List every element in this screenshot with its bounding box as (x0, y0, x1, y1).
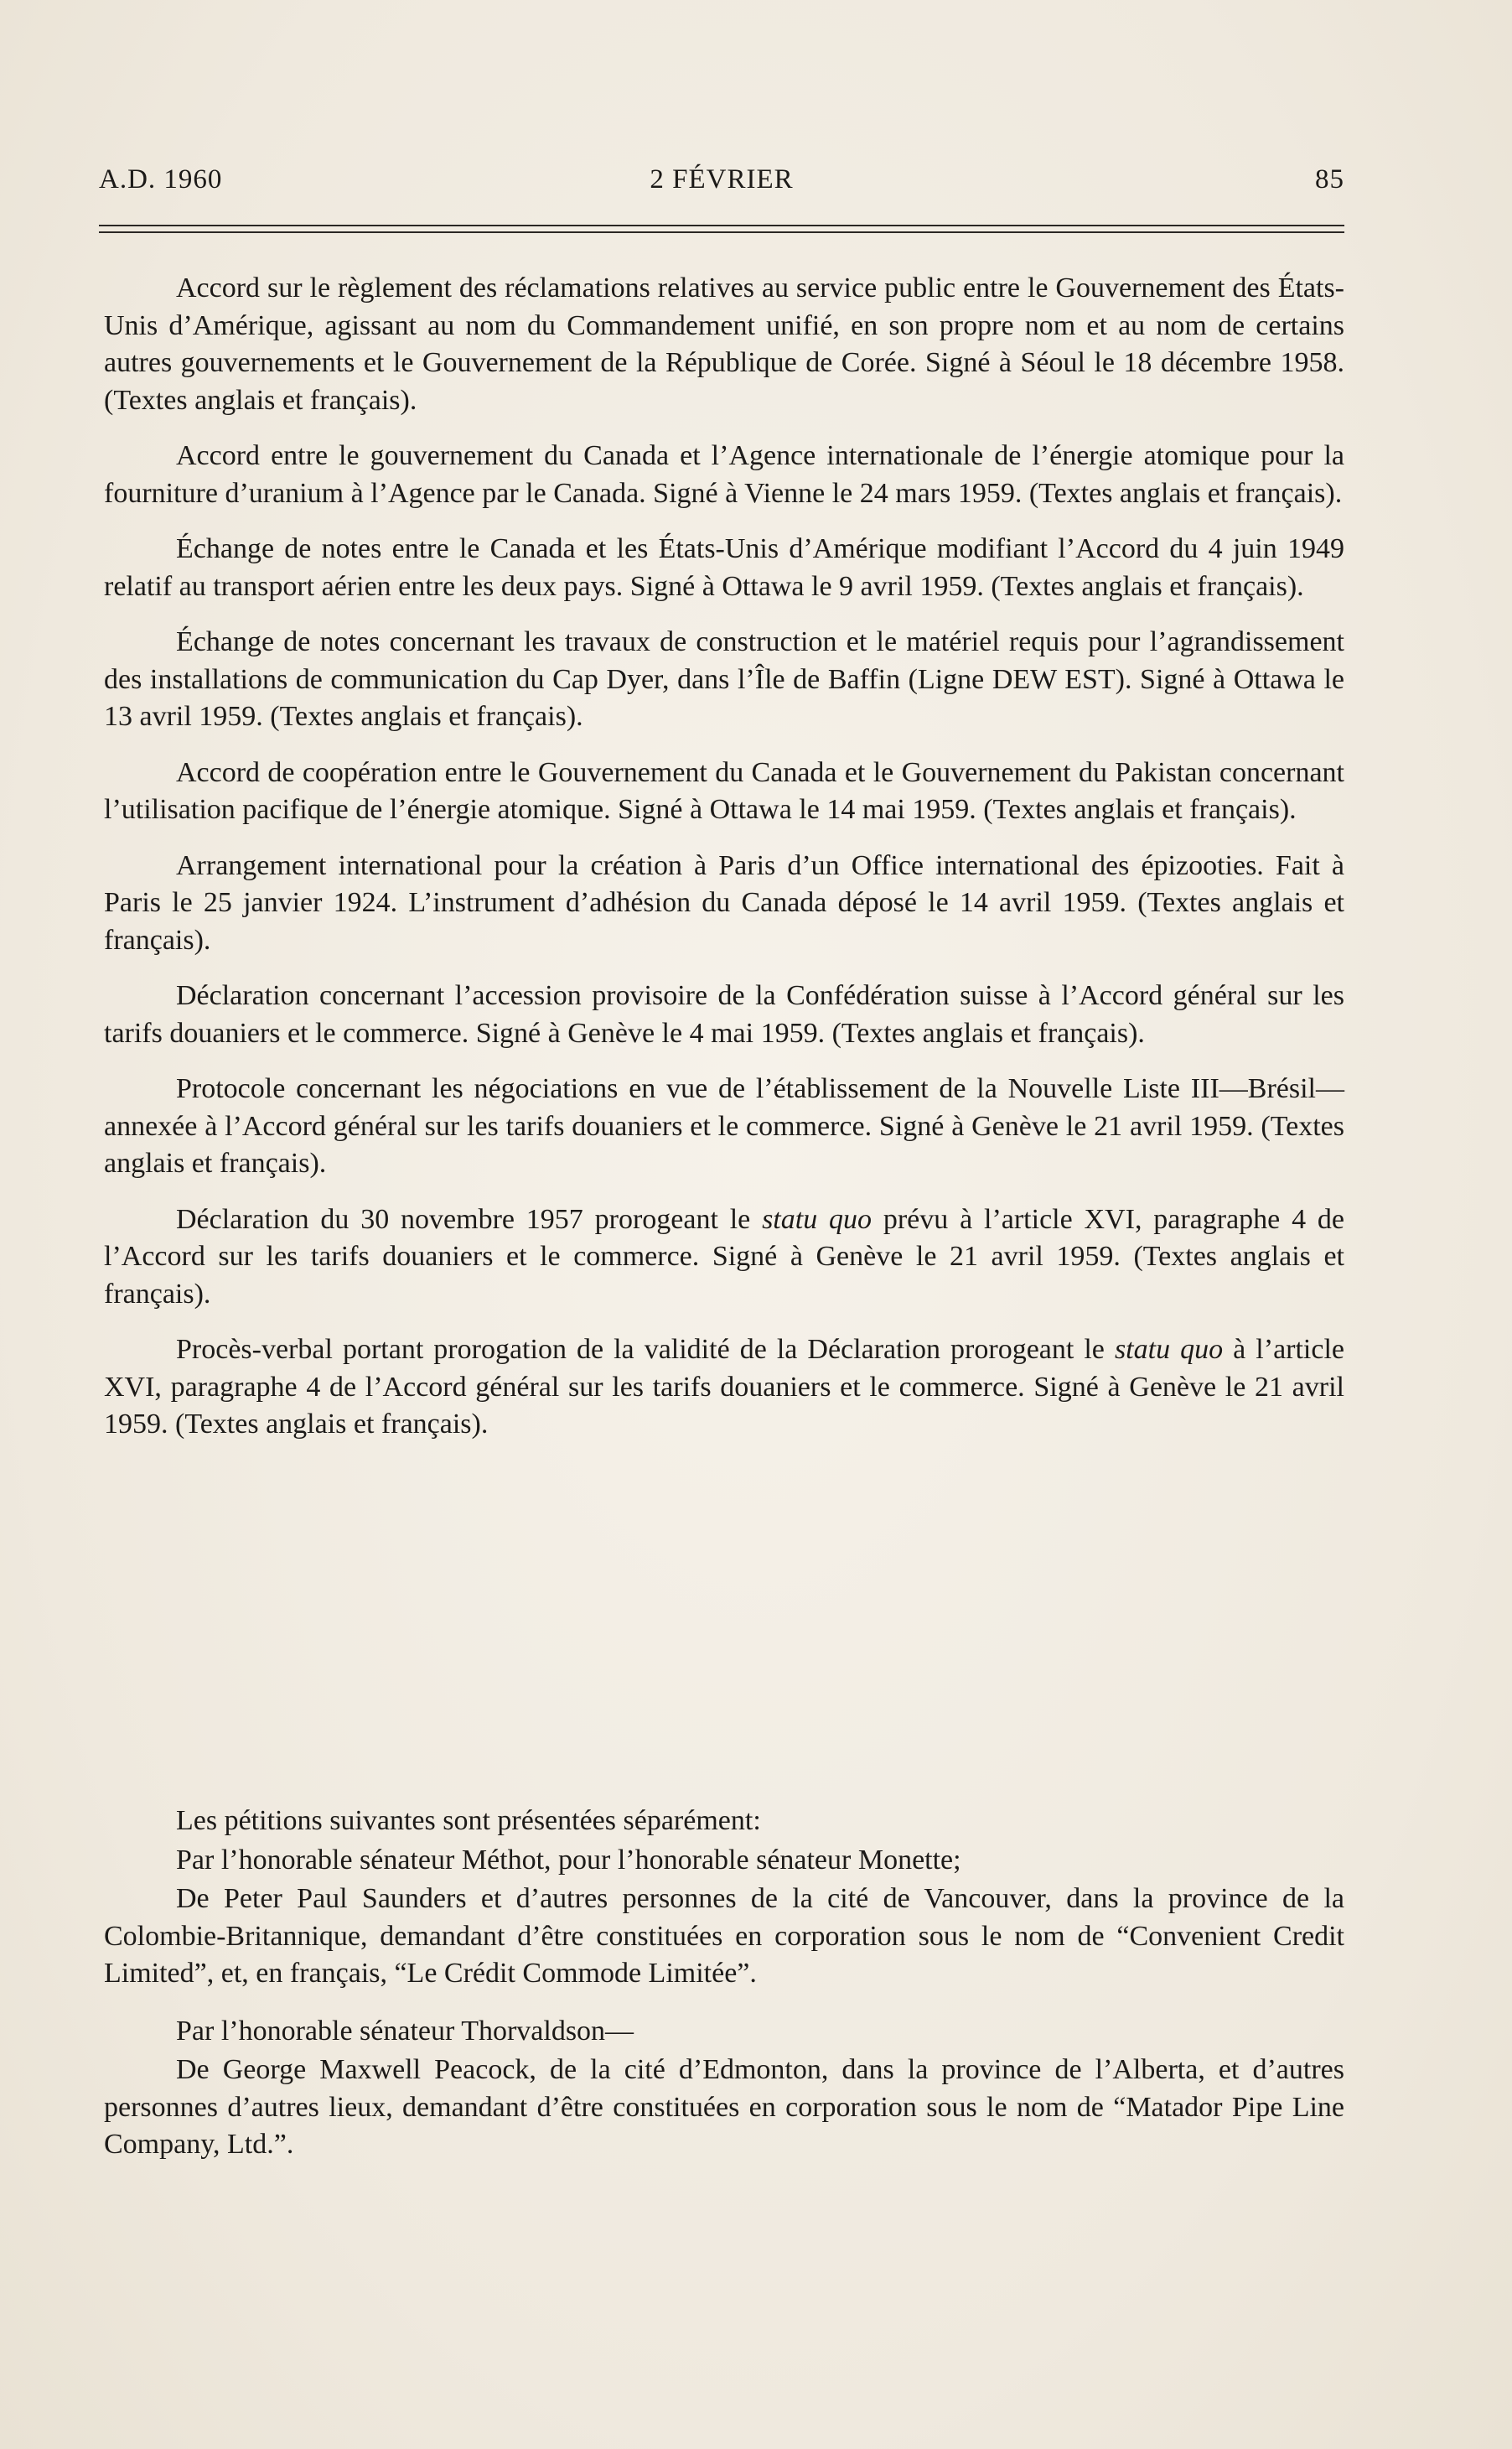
agreement-paragraph: Protocole concernant les négociations en vue de l’établissement de la Nouvelle Liste III—Brésil—annexée à l’Accord général sur les tarifs douaniers et le commerce. Signé à Genève le 21 avril 1959. (Textes anglais et français). (104, 1073, 1344, 1179)
petition-peacock: De George Maxwell Peacock, de la cité d’Edmonton, dans la province de l’Alberta, et d’autres personnes d’autres lieux, demandant d’être constituées en corporation sous le nom de “Matador Pipe Line Company, Ltd.”. (104, 2054, 1344, 2160)
declaration-1957-paragraph: Déclaration du 30 novembre 1957 prorogeant le statu quo prévu à l’article XVI, paragraphe 4 de l’Accord sur les tarifs douaniers et le commerce. Signé à Genève le 21 avril 1959. (Textes anglais et français). (104, 1203, 1345, 1310)
agreement-paragraph: Accord de coopération entre le Gouvernement du Canada et le Gouvernement du Pakistan concernant l’utilisation pacifique de l’énergie atomique. Signé à Ottawa le 14 mai 1959. (Textes anglais et français). (104, 756, 1344, 825)
agreement-paragraph: Échange de notes concernant les travaux de construction et le matériel requis pour l’agrandissement des installations de communication du Cap Dyer, dans l’Île de Baffin (Ligne DEW EST). Signé à Ottawa le 13 avril 1959. (Textes anglais et français). (104, 626, 1344, 732)
header-page-number: 85 (1315, 164, 1344, 195)
petitions-intro: Les pétitions suivantes sont présentées séparément: (176, 1805, 761, 1836)
header-rule-bottom (99, 231, 1344, 233)
petition-saunders: De Peter Paul Saunders et d’autres personnes de la cité de Vancouver, dans la province de la Colombie-Britannique, demandant d’être constituées en corporation sous le nom de “Convenient Credit Limited”, et, en français, “Le Crédit Commode Limitée”. (104, 1883, 1344, 1989)
header-date: 2 FÉVRIER (650, 164, 794, 195)
agreement-paragraph: Accord entre le gouvernement du Canada et l’Agence internationale de l’énergie atomique pour la fourniture d’uranium à l’Agence par le Canada. Signé à Vienne le 24 mars 1959. (Textes anglais et français). (104, 440, 1344, 509)
header-rule-top (99, 225, 1344, 226)
statu-quo-italic: statu quo (762, 1203, 873, 1235)
agreement-paragraph: Arrangement international pour la création à Paris d’un Office international des épizooties. Fait à Paris le 25 janvier 1924. L’instrument d’adhésion du Canada déposé le 14 avril 1959. (Textes anglais et français). (104, 849, 1344, 956)
petitions-section (104, 1803, 1344, 2164)
petition-by-methot: Par l’honorable sénateur Méthot, pour l’honorable sénateur Monette; (176, 1844, 961, 1876)
header-year: A.D. 1960 (99, 164, 223, 195)
page-header (99, 164, 1344, 206)
agreement-paragraph: Déclaration concernant l’accession provisoire de la Confédération suisse à l’Accord général sur les tarifs douaniers et le commerce. Signé à Genève le 4 mai 1959. (Textes anglais et français). (104, 980, 1344, 1049)
agreement-paragraph: Accord sur le règlement des réclamations relatives au service public entre le Gouvernement des États-Unis d’Amérique, agissant au nom du Commandement unifié, en son propre nom et au nom de certains autres gouvernements et le Gouvernement de la République de Corée. Signé à Séoul le 18 décembre 1958. (Textes anglais et français). (104, 272, 1344, 416)
petition-by-thorvaldson: Par l’honorable sénateur Thorvaldson— (176, 2015, 634, 2047)
agreement-paragraph: Échange de notes entre le Canada et les États-Unis d’Amérique modifiant l’Accord du 4 juin 1949 relatif au transport aérien entre les deux pays. Signé à Ottawa le 9 avril 1959. (Textes anglais et français). (104, 533, 1344, 602)
statu-quo-italic: statu quo (1114, 1334, 1224, 1365)
proces-verbal-paragraph: Procès-verbal portant prorogation de la validité de la Déclaration prorogeant le statu quo à l’article XVI, paragraphe 4 de l’Accord général sur les tarifs douaniers et le commerce. Signé à Genève le 21 avril 1959. (Textes anglais et français). (104, 1334, 1345, 1440)
agreements-list (104, 270, 1344, 1444)
